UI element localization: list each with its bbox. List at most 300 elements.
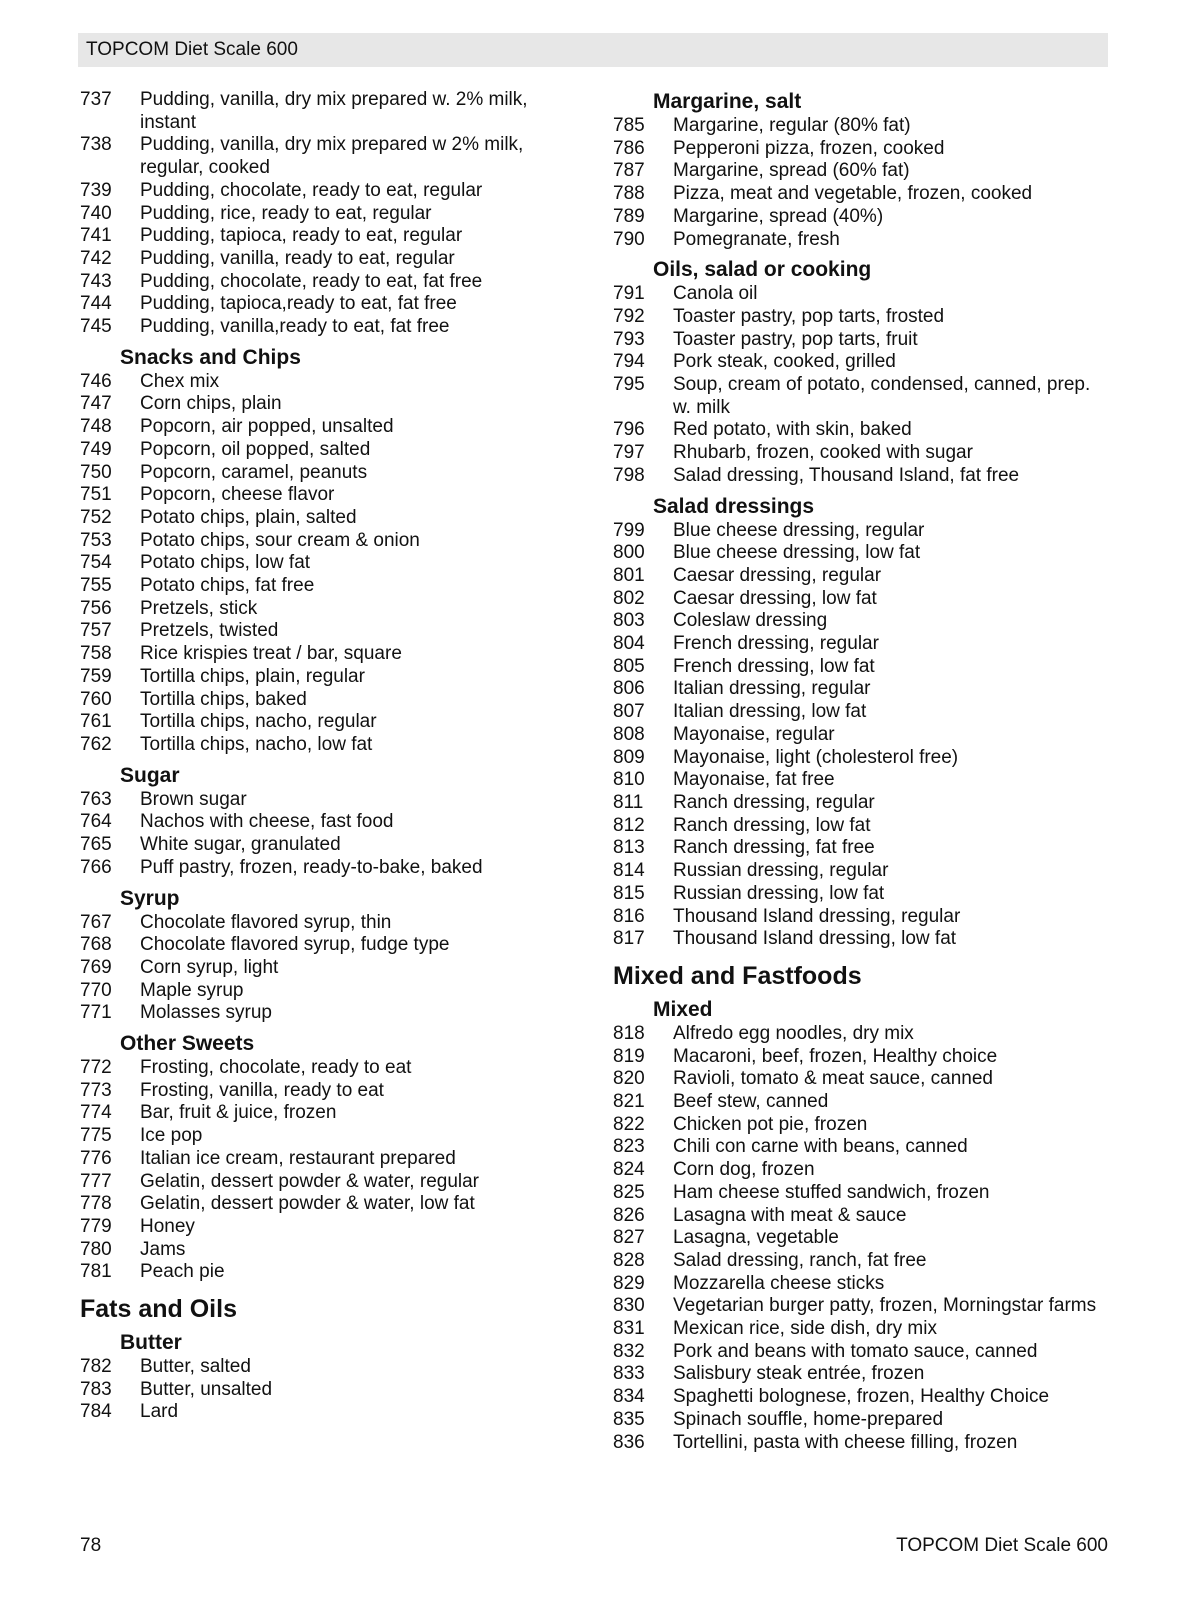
item-label: Margarine, spread (60% fat) [673,160,910,182]
item-label: Pretzels, stick [140,597,258,619]
item-label: Gelatin, dessert powder & water, regular [140,1170,480,1192]
left-column [80,89,580,1424]
list-item [80,1148,580,1171]
item-number: 794 [613,351,645,373]
item-number: 828 [613,1249,645,1271]
item-label: Mayonaise, light (cholesterol free) [673,746,959,768]
item-label: Popcorn, oil popped, salted [140,438,371,460]
subsection-heading: Snacks and Chips [120,345,301,369]
item-number: 832 [613,1340,645,1362]
list-item [80,1102,580,1125]
item-label: Maple syrup [140,979,244,1001]
item-number: 790 [613,228,645,250]
section-heading: Mixed and Fastfoods [613,961,862,990]
item-number: 757 [80,620,112,642]
item-label: Potato chips, plain, salted [140,506,357,528]
list-item [80,484,580,507]
list-item [80,271,580,294]
item-number: 836 [613,1431,645,1453]
subsection-heading: Margarine, salt [653,90,802,113]
item-number: 819 [613,1045,645,1067]
list-item [80,439,580,462]
item-number: 761 [80,711,112,733]
item-number: 830 [613,1295,645,1317]
list-item [80,666,580,689]
item-label: Chili con carne with beans, canned [673,1136,968,1158]
item-label: Alfredo egg noodles, dry mix [673,1022,914,1044]
item-number: 763 [80,788,112,810]
item-number: 808 [613,723,645,745]
list-item [613,1023,1113,1046]
item-number: 827 [613,1227,645,1249]
list-item [613,883,1113,906]
item-label: Italian dressing, low fat [673,701,867,723]
item-label: Potato chips, sour cream & onion [140,529,420,551]
item-number: 745 [80,316,112,338]
item-number: 795 [613,374,645,396]
item-number: 812 [613,814,645,836]
list-item [613,1182,1113,1205]
list-item [80,371,580,394]
list-item [80,248,580,271]
item-number: 833 [613,1363,645,1385]
item-number: 782 [80,1356,112,1378]
list-item [613,206,1113,229]
list-item [613,1295,1113,1318]
list-item [80,530,580,553]
item-number: 831 [613,1318,645,1340]
item-label: Mayonaise, fat free [673,769,835,791]
item-label: Puff pastry, frozen, ready-to-bake, baked [140,856,483,878]
list-item [613,1068,1113,1091]
item-label: Salad dressing, ranch, fat free [673,1249,927,1271]
item-number: 747 [80,393,112,415]
list-item [613,1114,1113,1137]
item-label: Molasses syrup [140,1002,272,1024]
item-number: 744 [80,293,112,315]
item-number: 835 [613,1408,645,1430]
list-item [613,1205,1113,1228]
item-number: 823 [613,1136,645,1158]
list-item [613,747,1113,770]
item-number: 777 [80,1170,112,1192]
item-number: 805 [613,655,645,677]
list-item [80,316,580,339]
item-label: Nachos with cheese, fast food [140,811,394,833]
subsection-heading: Syrup [120,886,180,910]
item-number: 743 [80,270,112,292]
item-label: Thousand Island dressing, regular [673,905,961,927]
list-item [80,834,580,857]
list-item [613,306,1113,329]
item-label: French dressing, low fat [673,655,875,677]
item-label: Brown sugar [140,788,247,810]
item-label: Canola oil [673,283,758,305]
list-item [613,792,1113,815]
item-label: Pepperoni pizza, frozen, cooked [673,137,945,159]
item-label: Lasagna with meat & sauce [673,1204,907,1226]
item-label: Pudding, tapioca,ready to eat, fat free [140,293,457,315]
list-item [613,769,1113,792]
item-label: Russian dressing, low fat [673,882,885,904]
item-label: Spinach souffle, home-prepared [673,1408,944,1430]
subsection-heading: Butter [120,1331,182,1355]
list-item [80,1002,580,1025]
list-item [613,542,1113,565]
list-item [613,351,1113,374]
item-number: 768 [80,934,112,956]
item-label: Tortilla chips, baked [140,688,307,710]
item-number: 772 [80,1057,112,1079]
item-number: 783 [80,1378,112,1400]
list-item [613,442,1113,465]
item-number: 765 [80,834,112,856]
list-item [80,393,580,416]
list-item [613,1046,1113,1069]
item-number: 786 [613,137,645,159]
item-number: 816 [613,905,645,927]
item-label: Salisbury steak entrée, frozen [673,1363,925,1385]
item-number: 829 [613,1272,645,1294]
item-number: 762 [80,733,112,755]
item-number: 822 [613,1113,645,1135]
item-number: 760 [80,688,112,710]
list-item [613,1227,1113,1250]
list-item [613,1159,1113,1182]
item-label: Rice krispies treat / bar, square [140,643,402,665]
subsection-heading: Other Sweets [120,1032,255,1056]
list-item [80,934,580,957]
item-number: 741 [80,225,112,247]
list-item [80,643,580,666]
item-number: 751 [80,484,112,506]
item-label: Jams [140,1238,186,1260]
list-item [613,115,1113,138]
list-item [80,857,580,880]
list-item [80,552,580,575]
list-item [80,293,580,316]
item-label: Tortellini, pasta with cheese filling, frozen [673,1431,1018,1453]
item-label: Soup, cream of potato, condensed, canned, prep. w. milk [673,374,1091,418]
item-label: Gelatin, dessert powder & water, low fat [140,1193,475,1215]
list-item [80,507,580,530]
item-label: Pretzels, twisted [140,620,279,642]
item-label: Potato chips, low fat [140,552,311,574]
item-number: 788 [613,183,645,205]
item-label: Popcorn, air popped, unsalted [140,416,394,438]
item-label: Frosting, chocolate, ready to eat [140,1057,412,1079]
item-label: Corn dog, frozen [673,1159,815,1181]
item-label: Spaghetti bolognese, frozen, Healthy Choice [673,1386,1050,1408]
item-label: Pork steak, cooked, grilled [673,351,896,373]
item-label: Corn syrup, light [140,956,279,978]
item-label: Butter, unsalted [140,1378,273,1400]
item-label: Pudding, vanilla,ready to eat, fat free [140,316,450,338]
item-label: Pudding, tapioca, ready to eat, regular [140,225,463,247]
list-item [613,465,1113,488]
list-item [80,980,580,1003]
list-item [613,928,1113,951]
item-number: 756 [80,597,112,619]
item-number: 773 [80,1079,112,1101]
item-number: 776 [80,1147,112,1169]
list-item [613,1363,1113,1386]
item-label: Ice pop [140,1125,203,1147]
list-item [613,588,1113,611]
item-label: Pizza, meat and vegetable, frozen, cooked [673,183,1033,205]
item-number: 807 [613,701,645,723]
item-label: Tortilla chips, nacho, low fat [140,733,373,755]
list-item [613,1273,1113,1296]
item-label: Mozzarella cheese sticks [673,1272,885,1294]
item-number: 787 [613,160,645,182]
item-label: Toaster pastry, pop tarts, frosted [673,305,945,327]
subsection-heading: Mixed [653,997,713,1021]
item-number: 766 [80,856,112,878]
section-heading: Fats and Oils [80,1295,237,1324]
list-item [80,689,580,712]
page-number: 78 [80,1535,102,1556]
right-column [613,89,1113,1454]
list-item [80,734,580,757]
list-item [613,229,1113,252]
list-item [613,1409,1113,1432]
item-number: 802 [613,587,645,609]
footer-title: TOPCOM Diet Scale 600 [896,1535,1108,1556]
item-number: 769 [80,956,112,978]
item-number: 739 [80,179,112,201]
header-title: TOPCOM Diet Scale 600 [86,39,298,60]
list-item [613,837,1113,860]
subsection-heading: Sugar [120,763,180,787]
item-label: Caesar dressing, regular [673,564,882,586]
list-item [80,416,580,439]
list-item [613,815,1113,838]
list-item [80,203,580,226]
item-number: 752 [80,506,112,528]
list-item [613,678,1113,701]
list-item [613,906,1113,929]
list-item [80,1125,580,1148]
list-item [613,724,1113,747]
list-item [80,1216,580,1239]
item-number: 748 [80,416,112,438]
item-number: 778 [80,1193,112,1215]
list-item [80,1401,580,1424]
item-number: 774 [80,1102,112,1124]
list-item [613,1386,1113,1409]
item-label: Ranch dressing, fat free [673,837,875,859]
item-number: 755 [80,575,112,597]
item-label: Corn chips, plain [140,393,282,415]
page-header [78,33,1108,67]
item-number: 753 [80,529,112,551]
item-number: 813 [613,837,645,859]
list-item [80,134,580,179]
list-item [613,183,1113,206]
item-label: Chocolate flavored syrup, fudge type [140,934,450,956]
item-label: Salad dressing, Thousand Island, fat free [673,464,1020,486]
item-number: 789 [613,205,645,227]
item-label: Macaroni, beef, frozen, Healthy choice [673,1045,998,1067]
item-number: 738 [80,134,112,156]
item-number: 742 [80,247,112,269]
item-label: Caesar dressing, low fat [673,587,877,609]
list-item [80,811,580,834]
item-label: Blue cheese dressing, regular [673,519,925,541]
item-label: Italian dressing, regular [673,678,871,700]
item-label: Bar, fruit & juice, frozen [140,1102,337,1124]
item-number: 740 [80,202,112,224]
item-number: 754 [80,552,112,574]
item-number: 800 [613,542,645,564]
item-label: Mayonaise, regular [673,723,835,745]
list-item [613,374,1113,419]
item-label: White sugar, granulated [140,834,341,856]
subsection-heading: Salad dressings [653,494,815,518]
list-item [80,1379,580,1402]
item-number: 814 [613,860,645,882]
list-item [80,912,580,935]
list-item [613,138,1113,161]
item-number: 806 [613,678,645,700]
list-item [80,225,580,248]
item-number: 781 [80,1261,112,1283]
item-label: Pudding, vanilla, dry mix prepared w 2% milk, regular, cooked [140,134,524,179]
item-label: Blue cheese dressing, low fat [673,542,921,564]
item-number: 801 [613,564,645,586]
list-item [80,711,580,734]
list-item [613,610,1113,633]
list-item [80,789,580,812]
item-label: Toaster pastry, pop tarts, fruit [673,328,918,350]
item-number: 775 [80,1125,112,1147]
item-number: 810 [613,769,645,791]
item-label: Popcorn, caramel, peanuts [140,461,368,483]
item-number: 770 [80,979,112,1001]
item-number: 825 [613,1181,645,1203]
item-label: Peach pie [140,1261,225,1283]
item-number: 737 [80,89,112,110]
list-item [80,1193,580,1216]
item-label: Chicken pot pie, frozen [673,1113,868,1135]
item-label: Pudding, rice, ready to eat, regular [140,202,432,224]
item-number: 818 [613,1022,645,1044]
item-number: 746 [80,370,112,392]
list-item [80,1057,580,1080]
list-item [80,598,580,621]
item-label: Pudding, chocolate, ready to eat, fat free [140,270,483,292]
item-label: Pudding, chocolate, ready to eat, regular [140,179,483,201]
list-item [80,1356,580,1379]
item-label: Red potato, with skin, baked [673,419,912,441]
list-item [80,1239,580,1262]
item-number: 797 [613,442,645,464]
item-label: Ranch dressing, regular [673,791,875,813]
item-label: Lard [140,1401,179,1423]
list-item [613,1341,1113,1364]
list-item [613,860,1113,883]
item-label: Ranch dressing, low fat [673,814,871,836]
item-number: 824 [613,1159,645,1181]
list-item [80,89,580,134]
item-label: Honey [140,1215,195,1237]
list-item [80,180,580,203]
list-item [613,1250,1113,1273]
item-number: 764 [80,811,112,833]
item-label: Vegetarian burger patty, frozen, Morningstar farms [673,1295,1097,1317]
item-label: Margarine, spread (40%) [673,205,884,227]
item-number: 809 [613,746,645,768]
list-item [613,1091,1113,1114]
item-number: 791 [613,283,645,305]
item-number: 811 [613,791,644,813]
item-label: Pudding, vanilla, ready to eat, regular [140,247,455,269]
list-item [613,1432,1113,1455]
list-item [613,160,1113,183]
item-number: 759 [80,665,112,687]
item-label: Chex mix [140,370,220,392]
item-number: 779 [80,1215,112,1237]
list-item [613,633,1113,656]
item-number: 820 [613,1068,645,1090]
item-number: 767 [80,911,112,933]
item-label: Rhubarb, frozen, cooked with sugar [673,442,973,464]
item-number: 815 [613,882,645,904]
item-label: Frosting, vanilla, ready to eat [140,1079,384,1101]
item-number: 771 [80,1002,112,1024]
list-item [613,419,1113,442]
list-item [80,1080,580,1103]
list-item [613,1318,1113,1341]
item-label: French dressing, regular [673,633,879,655]
list-item [80,1261,580,1284]
list-item [80,1171,580,1194]
list-item [80,575,580,598]
item-number: 792 [613,305,645,327]
list-item [613,329,1113,352]
item-label: Italian ice cream, restaurant prepared [140,1147,456,1169]
list-item [613,1136,1113,1159]
item-label: Butter, salted [140,1356,251,1378]
item-number: 834 [613,1386,645,1408]
item-label: Potato chips, fat free [140,575,315,597]
item-label: Pudding, vanilla, dry mix prepared w. 2% milk, instant [140,89,528,133]
item-label: Russian dressing, regular [673,860,889,882]
item-label: Popcorn, cheese flavor [140,484,335,506]
item-number: 803 [613,610,645,632]
item-number: 793 [613,328,645,350]
list-item [613,565,1113,588]
list-item [80,620,580,643]
item-number: 826 [613,1204,645,1226]
item-number: 785 [613,115,645,136]
list-item [80,462,580,485]
item-number: 804 [613,633,645,655]
item-label: Coleslaw dressing [673,610,828,632]
subsection-heading: Oils, salad or cooking [653,258,872,282]
list-item [613,520,1113,543]
item-number: 821 [613,1091,645,1113]
item-number: 750 [80,461,112,483]
list-item [613,283,1113,306]
item-number: 758 [80,643,112,665]
item-label: Pork and beans with tomato sauce, canned [673,1340,1038,1362]
item-label: Beef stew, canned [673,1091,829,1113]
list-item [80,957,580,980]
item-number: 817 [613,928,645,950]
item-label: Thousand Island dressing, low fat [673,928,957,950]
